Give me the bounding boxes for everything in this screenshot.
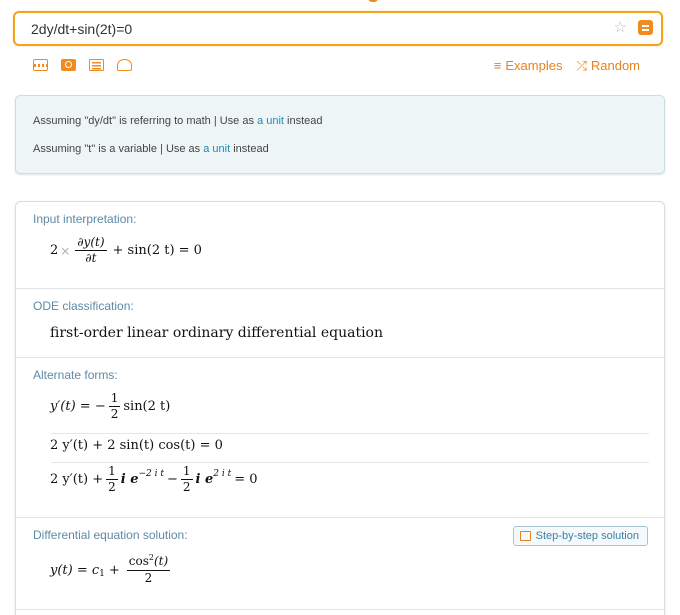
- fraction-denominator: ∂t: [85, 251, 97, 265]
- pod-title: ODE classification:: [33, 299, 134, 313]
- header-links: [494, 58, 640, 74]
- assumption-1: [33, 115, 322, 127]
- fraction-denominator: 2: [108, 480, 116, 494]
- fraction-numerator: 1: [182, 464, 191, 478]
- input-tools: [33, 58, 132, 72]
- derivative-fraction: [75, 235, 106, 266]
- times-sign: ×: [60, 243, 71, 258]
- fraction-denominator: 2: [144, 571, 153, 585]
- form-fraction: [106, 464, 118, 495]
- fraction-denominator: 2: [182, 480, 191, 494]
- alternate-form-2: [50, 438, 223, 453]
- form-fraction: [109, 391, 121, 422]
- formula-rest: + sin(2 t) = 0: [112, 243, 202, 258]
- star-icon[interactable]: ☆: [613, 19, 627, 36]
- subscript: 1: [99, 569, 105, 579]
- top-nub-decoration: [368, 0, 378, 2]
- random-label: Random: [590, 58, 640, 73]
- form-part: = 0: [234, 472, 258, 487]
- search-input[interactable]: [31, 13, 591, 44]
- pod-input-interpretation: [16, 202, 664, 289]
- fraction-denominator: 2: [110, 407, 119, 421]
- solution-fraction: [127, 554, 170, 586]
- assumption-2: [33, 143, 269, 155]
- examples-icon: ≡: [493, 58, 502, 73]
- solution-formula: [50, 554, 173, 586]
- upload-icon[interactable]: [117, 59, 132, 71]
- coefficient: 2: [50, 243, 59, 258]
- ode-classification-text: first-order linear ordinary differential equation: [50, 325, 384, 341]
- pod-alternate-forms: [16, 358, 664, 518]
- form-part: −: [166, 472, 178, 487]
- form-fraction: [181, 464, 193, 495]
- pencil-icon: [520, 531, 531, 541]
- assumptions-box: [15, 95, 665, 174]
- random-icon: ⤮: [576, 58, 587, 73]
- solution-lhs: y(t) = c: [50, 562, 100, 578]
- assumption-suffix: instead: [230, 143, 269, 155]
- exponent: 2 i t: [213, 468, 232, 479]
- exponent: 2: [148, 553, 154, 562]
- plus-sign: +: [108, 562, 120, 578]
- input-formula: [50, 235, 202, 266]
- fraction-numerator: 1: [110, 391, 119, 405]
- camera-icon[interactable]: [61, 59, 76, 71]
- alternate-form-3: [50, 464, 258, 495]
- assumption-text: Assuming "t" is a variable | Use as: [33, 143, 204, 155]
- alternate-form-1: [50, 391, 170, 422]
- fraction-numerator: ∂y(t): [77, 235, 105, 249]
- exponent: −2 i t: [138, 468, 164, 479]
- cos-text: cos: [128, 554, 149, 568]
- fraction-numerator: 1: [108, 464, 116, 478]
- random-link[interactable]: [576, 58, 640, 74]
- form-text: 2 y′(t) + 2 sin(t) cos(t) = 0: [50, 438, 223, 453]
- divider: [51, 433, 649, 434]
- assumption-suffix: instead: [283, 115, 323, 127]
- pod-title: Input interpretation:: [33, 212, 137, 226]
- pod-ode-classification: [16, 289, 664, 358]
- examples-link[interactable]: [494, 58, 563, 74]
- argument: (t): [154, 554, 169, 568]
- form-part: i e: [120, 472, 139, 487]
- assumption-link[interactable]: a unit: [257, 115, 284, 127]
- examples-label: Examples: [505, 58, 563, 73]
- assumption-text: Assuming "dy/dt" is referring to math | Use as: [33, 115, 258, 127]
- fraction-numerator: [127, 554, 170, 571]
- search-bar: [13, 11, 663, 46]
- form-part: 2 y′(t) +: [50, 472, 104, 487]
- pod-title: Differential equation solution:: [33, 528, 188, 542]
- pod-title: Alternate forms:: [33, 368, 118, 382]
- assumption-link[interactable]: a unit: [203, 143, 231, 155]
- form-part: i e: [195, 472, 214, 487]
- form-rhs: sin(2 t): [123, 399, 171, 414]
- step-by-step-label: Step-by-step solution: [535, 530, 639, 542]
- results-panel: [15, 201, 665, 615]
- list-icon[interactable]: [89, 59, 104, 71]
- form-lhs: y′(t) = −: [50, 399, 106, 414]
- divider: [51, 462, 649, 463]
- keyboard-icon[interactable]: [33, 59, 48, 71]
- go-button[interactable]: [638, 20, 653, 35]
- step-by-step-button[interactable]: [513, 526, 648, 546]
